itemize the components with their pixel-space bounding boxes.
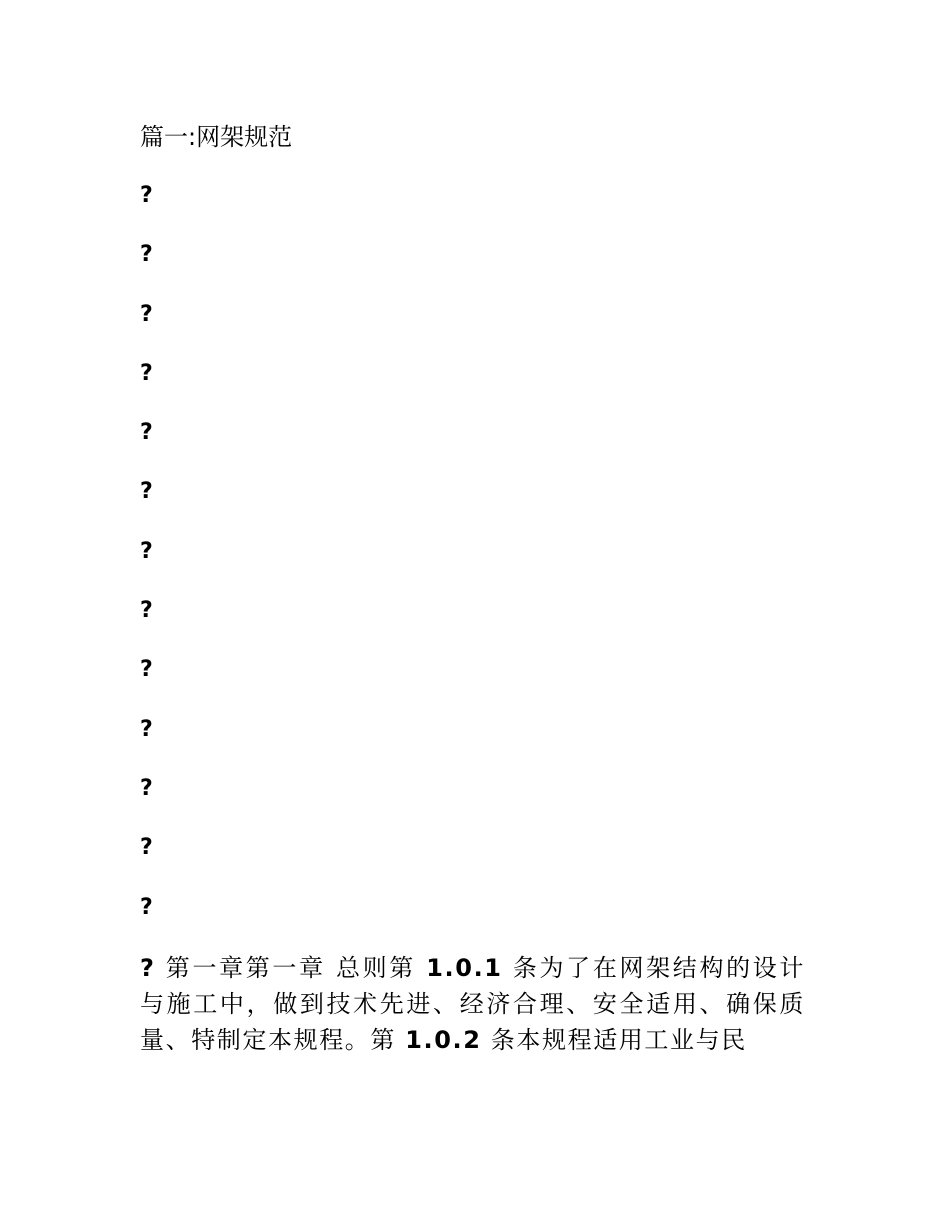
question-mark-list bbox=[140, 180, 153, 951]
paragraph-text: 条为了在网架结构的设计与施工中，做到技术先进、经济合理、安全适用、确保质量、特制定本规程。第 bbox=[140, 954, 805, 1054]
list-item: ? bbox=[140, 242, 153, 268]
lead-question-mark: ? bbox=[140, 954, 156, 982]
list-item: ? bbox=[140, 479, 153, 505]
list-item: ? bbox=[140, 360, 153, 386]
paragraph-text: 条本规程适用工业与民 bbox=[481, 1026, 747, 1054]
list-item: ? bbox=[140, 657, 153, 683]
list-item: ? bbox=[140, 894, 153, 920]
paragraph-text: 第一章第一章 总则第 bbox=[155, 954, 427, 982]
list-item: ? bbox=[140, 183, 153, 208]
list-item: ? bbox=[140, 835, 153, 861]
clause-number: 1.0.1 bbox=[426, 954, 503, 982]
clause-number: 1.0.2 bbox=[405, 1026, 482, 1054]
document-title: 篇一:网架规范 bbox=[140, 123, 293, 151]
list-item: ? bbox=[140, 301, 153, 327]
list-item: ? bbox=[140, 775, 153, 801]
list-item: ? bbox=[140, 716, 153, 742]
list-item: ? bbox=[140, 538, 153, 564]
list-item: ? bbox=[140, 598, 153, 624]
body-paragraph bbox=[140, 950, 805, 1058]
list-item: ? bbox=[140, 420, 153, 446]
